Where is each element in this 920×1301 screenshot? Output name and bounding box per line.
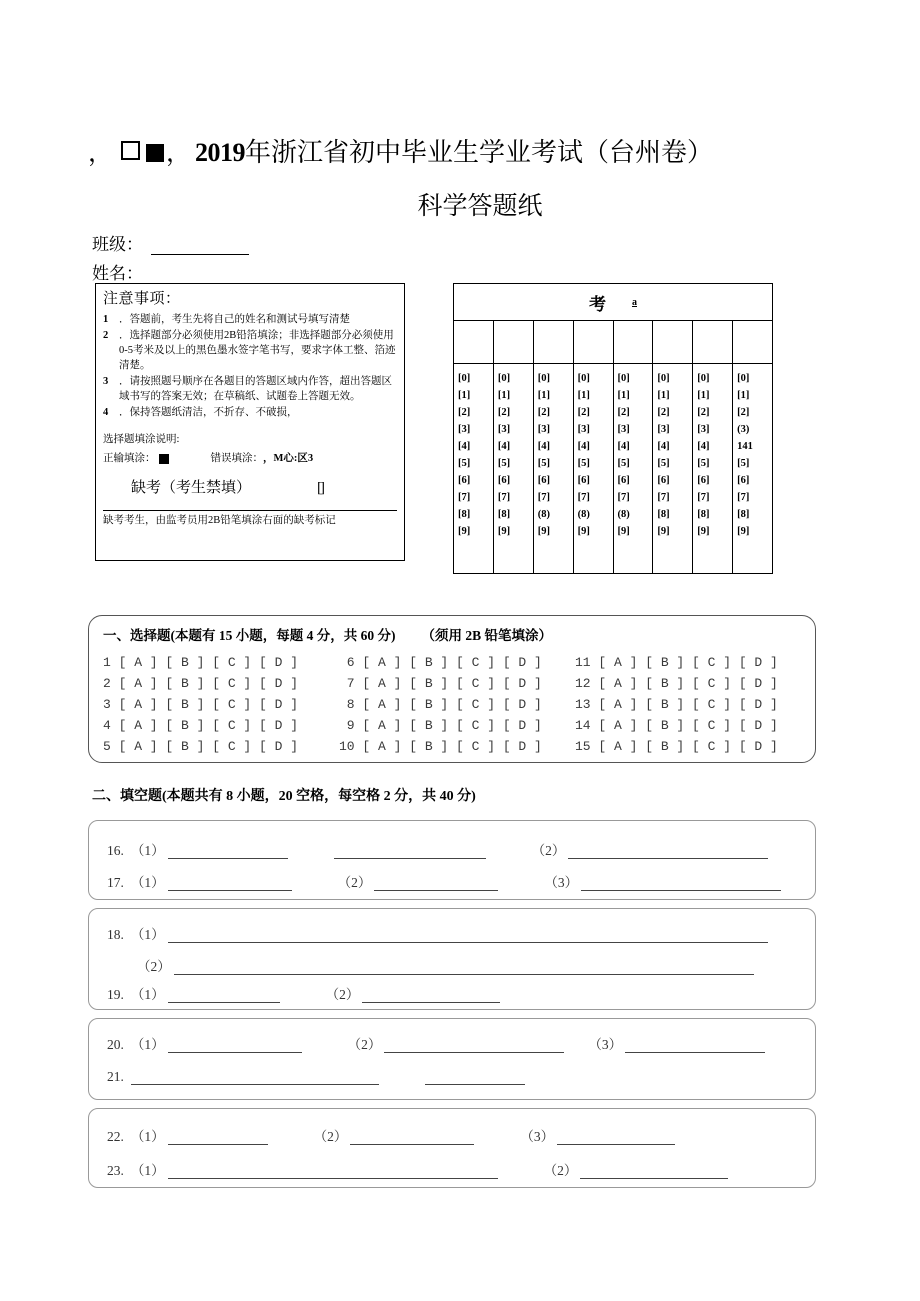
digit-bubble[interactable]: [9] [577, 526, 590, 537]
absent-row [103, 476, 397, 505]
answer-row-q22 [107, 1125, 675, 1145]
mc-answer-row[interactable]: 1 [ A ] [ B ] [ C ] [ D ] [103, 655, 299, 670]
mc-answer-row[interactable]: 11 [ A ] [ B ] [ C ] [ D ] [575, 655, 778, 670]
answer-blank[interactable] [131, 1071, 379, 1085]
digit-bubble[interactable]: [0] [537, 373, 550, 384]
absent-label: 缺考（考生禁填） [131, 480, 252, 497]
correct-fill-label: 正输填涂： [103, 452, 156, 464]
part-label: （2） [531, 843, 566, 858]
digit-bubble[interactable]: [0] [577, 373, 590, 384]
digit-bubble[interactable]: [6] [537, 475, 550, 486]
exam-number-write-cell[interactable] [733, 321, 772, 363]
title-mid-comma: ， [166, 140, 194, 167]
fill-in-blank-heading: 二、填空题(本题共有 8 小题，20 空格，每空格 2 分，共 40 分) [92, 789, 476, 804]
title-year: 2019 [195, 138, 246, 167]
exam-number-column [454, 364, 494, 573]
part-label: （1） [130, 843, 165, 858]
notice-item-text: ．保持答题纸清洁，不折存、不破损， [119, 406, 298, 418]
digit-bubble[interactable]: [7] [617, 492, 630, 503]
name-field-label: 姓名： [92, 264, 143, 283]
digit-bubble[interactable]: [6] [577, 475, 590, 486]
digit-bubble[interactable]: [4] [497, 441, 511, 452]
digit-bubble[interactable]: [9] [617, 526, 630, 537]
answer-blank[interactable] [168, 929, 768, 943]
answer-blank[interactable] [362, 989, 500, 1003]
multiple-choice-column [103, 652, 339, 757]
multiple-choice-column [575, 652, 811, 757]
digit-bubble[interactable]: [6] [737, 475, 750, 486]
digit-bubble[interactable]: [9] [497, 526, 511, 537]
filled-square-icon [146, 144, 164, 162]
exam-number-write-cell[interactable] [534, 321, 574, 363]
mc-answer-row[interactable]: 6 [ A ] [ B ] [ C ] [ D ] [339, 655, 542, 670]
answer-blank[interactable] [168, 1165, 498, 1179]
mc-answer-row[interactable]: 15 [ A ] [ B ] [ C ] [ D ] [575, 739, 778, 755]
digit-bubble[interactable]: [1] [737, 390, 750, 401]
notice-box [95, 283, 405, 561]
answer-blank[interactable] [334, 845, 486, 859]
answer-blank[interactable] [557, 1131, 675, 1145]
digit-bubble[interactable]: [3] [497, 424, 511, 435]
mc-answer-row[interactable]: 14 [ A ] [ B ] [ C ] [ D ] [575, 718, 778, 734]
notice-item [103, 375, 397, 405]
answer-row-q19 [107, 983, 500, 1003]
fill-marks-row [103, 452, 397, 467]
mc-answer-row[interactable]: 3 [ A ] [ B ] [ C ] [ D ] [103, 697, 299, 713]
answer-blank[interactable] [350, 1131, 474, 1145]
title-main-text: 年浙江省初中毕业生学业考试（台州卷） [245, 138, 714, 167]
page-subtitle: 科学答题纸 [417, 193, 543, 220]
part-label: （1） [130, 1129, 165, 1144]
notice-item [103, 313, 397, 328]
wrong-fill-marks: ，M心:区3 [263, 452, 314, 464]
digit-bubble[interactable]: [1] [577, 390, 590, 401]
mc-answer-row[interactable]: 2 [ A ] [ B ] [ C ] [ D ] [103, 676, 299, 692]
answer-blank[interactable] [581, 877, 781, 891]
digit-bubble[interactable]: [6] [657, 475, 670, 486]
exam-number-column [693, 364, 733, 573]
digit-bubble[interactable]: [1] [697, 390, 710, 401]
digit-bubble[interactable]: [8] [458, 509, 471, 520]
answer-row-q17 [107, 871, 781, 891]
answer-blank[interactable] [625, 1039, 765, 1053]
part-label: （2） [325, 987, 360, 1002]
digit-bubble[interactable]: [1] [497, 390, 511, 401]
digit-bubble[interactable]: [8] [497, 509, 511, 520]
wrong-fill-label: 错误填涂： [210, 452, 263, 464]
digit-bubble[interactable]: [5] [617, 458, 630, 469]
exam-number-write-row [454, 321, 772, 364]
digit-bubble[interactable]: (8) [617, 509, 630, 520]
digit-bubble[interactable]: [5] [657, 458, 670, 469]
digit-bubble[interactable]: [5] [497, 458, 511, 469]
answer-blank[interactable] [168, 1039, 302, 1053]
digit-bubble[interactable]: [2] [697, 407, 710, 418]
answer-row-q16 [107, 839, 768, 859]
part-label: （3） [520, 1129, 555, 1144]
exam-number-write-cell[interactable] [494, 321, 534, 363]
notice-item [103, 329, 397, 374]
digit-bubble[interactable]: [0] [458, 373, 471, 384]
mc-answer-row[interactable]: 7 [ A ] [ B ] [ C ] [ D ] [339, 676, 542, 692]
digit-bubble[interactable]: [4] [657, 441, 670, 452]
digit-bubble[interactable]: [7] [458, 492, 471, 503]
exam-number-write-cell[interactable] [454, 321, 494, 363]
digit-bubble[interactable]: [3] [458, 424, 471, 435]
answer-row-q20 [107, 1033, 765, 1053]
page-title [88, 132, 868, 169]
part-label: （3） [588, 1037, 623, 1052]
digit-bubble[interactable]: 141 [737, 441, 753, 452]
digit-bubble[interactable]: [9] [458, 526, 471, 537]
part-label: （2） [137, 959, 171, 974]
digit-bubble[interactable]: [2] [458, 407, 471, 418]
notice-item-text: ．选择题部分必须使用2B铅箔填涂；非选择题部分必须使用0-5考米及以上的黑色墨水签字笔书写，要求字体工整、箔迹清楚。 [119, 330, 396, 372]
notice-item-number: 2 [103, 330, 109, 342]
notice-item-number: 1 [103, 314, 109, 326]
exam-number-write-cell[interactable] [614, 321, 654, 363]
part-label: （2） [347, 1037, 382, 1052]
digit-bubble[interactable]: [6] [458, 475, 471, 486]
digit-bubble[interactable]: [7] [537, 492, 550, 503]
digit-bubble[interactable]: [7] [737, 492, 750, 503]
question-number: 20. [107, 1037, 124, 1052]
class-field [92, 230, 249, 255]
exam-number-column [733, 364, 772, 573]
digit-bubble[interactable]: [1] [657, 390, 670, 401]
mc-answer-row[interactable]: 4 [ A ] [ B ] [ C ] [ D ] [103, 718, 299, 734]
mc-answer-row[interactable]: 8 [ A ] [ B ] [ C ] [ D ] [339, 697, 542, 713]
question-number: 21. [107, 1069, 124, 1084]
exam-number-header-sub: a [632, 296, 637, 308]
mc-answer-row[interactable]: 10 [ A ] [ B ] [ C ] [ D ] [339, 739, 542, 755]
answer-blank[interactable] [568, 845, 768, 859]
part-label: （2） [543, 1163, 578, 1178]
answer-blank[interactable] [174, 961, 754, 975]
mc-answer-row[interactable]: 13 [ A ] [ B ] [ C ] [ D ] [575, 697, 778, 713]
notice-title: 注意事项： [103, 291, 181, 307]
digit-bubble[interactable]: [5] [577, 458, 590, 469]
multiple-choice-columns [103, 652, 815, 757]
answer-blank[interactable] [425, 1071, 525, 1085]
digit-bubble[interactable]: [1] [537, 390, 550, 401]
absent-checkbox[interactable]: [] [317, 480, 324, 497]
fill-instruction-label: 选择题填涂说明: [103, 433, 180, 445]
mc-answer-row[interactable]: 12 [ A ] [ B ] [ C ] [ D ] [575, 676, 778, 692]
answer-blank[interactable] [374, 877, 498, 891]
mc-answer-row[interactable]: 9 [ A ] [ B ] [ C ] [ D ] [339, 718, 542, 734]
digit-bubble[interactable]: [5] [458, 458, 471, 469]
digit-bubble[interactable]: [3] [697, 424, 710, 435]
exam-number-column [494, 364, 534, 573]
multiple-choice-heading-text: 一、选择题(本题有 15 小题，每题 4 分，共 60 分) [103, 628, 396, 643]
part-label: （1） [130, 927, 165, 942]
answer-row-q23 [107, 1159, 728, 1179]
digit-bubble[interactable]: [2] [737, 407, 750, 418]
name-field [92, 259, 289, 284]
digit-bubble[interactable]: [4] [577, 441, 590, 452]
digit-bubble[interactable]: [7] [697, 492, 710, 503]
digit-bubble[interactable]: [0] [737, 373, 750, 384]
exam-number-header-text: 考 [589, 294, 606, 314]
digit-bubble[interactable]: [2] [577, 407, 590, 418]
hollow-square-icon [121, 141, 140, 160]
answer-row-q21 [107, 1069, 525, 1085]
digit-bubble[interactable]: [4] [617, 441, 630, 452]
question-number: 19. [107, 987, 124, 1002]
notice-item-text: ．请按照题号顺序在各题目的答题区域内作答，超出答题区域书写的答案无效；在草稿纸、试题卷上答题无效。 [119, 375, 392, 402]
digit-bubble[interactable]: [0] [657, 373, 670, 384]
digit-bubble[interactable]: [9] [657, 526, 670, 537]
digit-bubble[interactable]: (3) [737, 424, 750, 435]
exam-number-write-cell[interactable] [693, 321, 733, 363]
exam-number-write-cell[interactable] [653, 321, 693, 363]
answer-blank[interactable] [384, 1039, 564, 1053]
answer-blank[interactable] [168, 1131, 268, 1145]
digit-bubble[interactable]: [8] [737, 509, 750, 520]
digit-bubble[interactable]: (8) [577, 509, 590, 520]
class-field-input[interactable] [151, 239, 249, 255]
name-field-input[interactable] [151, 268, 289, 284]
digit-bubble[interactable]: [3] [617, 424, 630, 435]
question-number: 18. [107, 927, 124, 942]
digit-bubble[interactable]: [2] [497, 407, 511, 418]
notice-item-text: ．答题前，考生先将自己的姓名和测试号填写清楚 [119, 314, 350, 326]
digit-bubble[interactable]: [2] [537, 407, 550, 418]
answer-blank[interactable] [580, 1165, 728, 1179]
digit-bubble[interactable]: [0] [497, 373, 511, 384]
notice-item-number: 3 [103, 375, 109, 387]
digit-bubble[interactable]: [0] [697, 373, 710, 384]
digit-bubble[interactable]: [3] [657, 424, 670, 435]
digit-bubble[interactable]: (8) [537, 509, 550, 520]
digit-bubble[interactable]: [8] [657, 509, 670, 520]
digit-bubble[interactable]: [5] [737, 458, 750, 469]
digit-bubble[interactable]: [4] [537, 441, 550, 452]
digit-bubble[interactable]: [7] [657, 492, 670, 503]
answer-box-16-17 [88, 820, 816, 900]
part-label: （2） [313, 1129, 348, 1144]
answer-box-18-19 [88, 908, 816, 1010]
digit-bubble[interactable]: [7] [497, 492, 511, 503]
question-number: 17. [107, 875, 124, 890]
answer-row-q18-1 [107, 923, 768, 943]
digit-bubble[interactable]: [5] [697, 458, 710, 469]
digit-bubble[interactable]: [5] [537, 458, 550, 469]
multiple-choice-note: （须用 2B 铅笔填涂） [421, 628, 553, 643]
notice-item [103, 406, 397, 421]
answer-box-22-23 [88, 1108, 816, 1188]
digit-bubble[interactable]: [9] [697, 526, 710, 537]
part-label: （1） [130, 1037, 165, 1052]
exam-number-grid [453, 283, 773, 574]
title-prefix-comma: ， [88, 140, 116, 167]
digit-bubble[interactable]: [6] [497, 475, 511, 486]
digit-bubble[interactable]: [4] [697, 441, 710, 452]
part-label: （1） [130, 1163, 165, 1178]
question-number: 16. [107, 843, 124, 858]
part-label: （1） [130, 875, 165, 890]
multiple-choice-section [88, 615, 816, 763]
exam-number-column [653, 364, 693, 573]
part-label: （1） [130, 987, 165, 1002]
multiple-choice-heading [103, 624, 815, 644]
exam-number-column [574, 364, 614, 573]
exam-number-write-cell[interactable] [574, 321, 614, 363]
answer-blank[interactable] [168, 845, 288, 859]
digit-bubble[interactable]: [1] [617, 390, 630, 401]
answer-box-20-21 [88, 1018, 816, 1100]
exam-number-column [614, 364, 654, 573]
notice-footer: 缺考考生，由监考员用2B铅笔填涂右面的缺考标记 [103, 510, 397, 529]
digit-bubble[interactable]: [3] [537, 424, 550, 435]
digit-bubble[interactable]: [8] [697, 509, 710, 520]
exam-number-column [534, 364, 574, 573]
digit-bubble[interactable]: [3] [577, 424, 590, 435]
digit-bubble[interactable]: [9] [737, 526, 750, 537]
answer-blank[interactable] [168, 989, 280, 1003]
spacer [103, 422, 397, 430]
answer-blank[interactable] [168, 877, 292, 891]
part-label: （2） [337, 875, 372, 890]
digit-bubble[interactable]: [2] [617, 407, 630, 418]
answer-row-q18-2 [137, 955, 754, 975]
notice-item-number: 4 [103, 406, 109, 418]
digit-bubble[interactable]: [0] [617, 373, 630, 384]
digit-bubble[interactable]: [9] [537, 526, 550, 537]
digit-bubble[interactable]: [6] [617, 475, 630, 486]
multiple-choice-column [339, 652, 575, 757]
digit-bubble[interactable]: [6] [697, 475, 710, 486]
digit-bubble[interactable]: [7] [577, 492, 590, 503]
mc-answer-row[interactable]: 5 [ A ] [ B ] [ C ] [ D ] [103, 739, 299, 755]
exam-number-header [454, 284, 772, 321]
part-label: （3） [544, 875, 579, 890]
digit-bubble[interactable]: [1] [458, 390, 471, 401]
question-number: 22. [107, 1129, 124, 1144]
correct-fill-square-icon [159, 454, 169, 464]
exam-number-digit-rows [454, 364, 772, 573]
digit-bubble[interactable]: [2] [657, 407, 670, 418]
question-number: 23. [107, 1163, 124, 1178]
digit-bubble[interactable]: [4] [458, 441, 471, 452]
class-field-label: 班级： [92, 235, 143, 254]
